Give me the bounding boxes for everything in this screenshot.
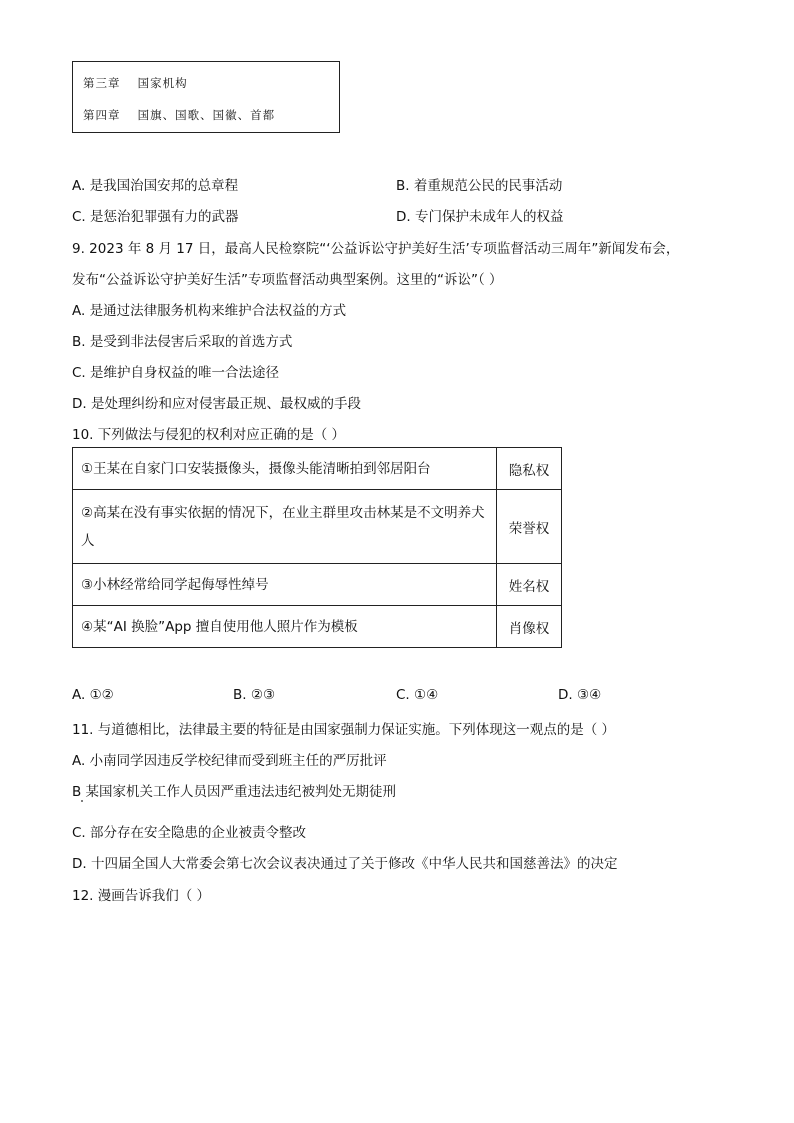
table-cell-case: ①王某在自家门口安装摄像头，摄像头能清晰拍到邻居阳台 — [73, 448, 497, 490]
q10-option-b[interactable]: B. ②③ — [233, 687, 276, 703]
q8-option-a[interactable]: A. 是我国治国安邦的总章程 — [72, 178, 239, 194]
table-cell-case: ②高某在没有事实依据的情况下，在业主群里攻击林某是不文明养犬人 — [73, 490, 497, 564]
table-cell-right: 肖像权 — [497, 606, 562, 648]
table-cell-right: 荣誉权 — [497, 490, 562, 564]
table-cell-case: ④某“AI 换脸”App 擅自使用他人照片作为模板 — [73, 606, 497, 648]
q9-stem-line1: 9. 2023 年 8 月 17 日，最高人民检察院“‘公益诉讼守护美好生活’专项监督活动三周年”新闻发布会， — [72, 241, 680, 257]
q10-option-a[interactable]: A. ①② — [72, 687, 114, 703]
chapter-row-4: 第四章 国旗、国歌、国徽、首都 — [83, 108, 276, 122]
q11-option-c[interactable]: C. 部分存在安全隐患的企业被责令整改 — [72, 825, 307, 841]
table-cell-right: 姓名权 — [497, 564, 562, 606]
q10-option-c[interactable]: C. ①④ — [396, 687, 439, 703]
q8-option-b[interactable]: B. 着重规范公民的民事活动 — [396, 178, 563, 194]
q9-option-a[interactable]: A. 是通过法律服务机构来维护合法权益的方式 — [72, 303, 347, 319]
chapter-row-3: 第三章 国家机构 — [83, 76, 188, 90]
q11-option-a[interactable]: A. 小南同学因违反学校纪律而受到班主任的严厉批评 — [72, 753, 387, 769]
q9-option-b[interactable]: B. 是受到非法侵害后采取的首选方式 — [72, 334, 293, 350]
chapter-box — [72, 61, 340, 133]
q9-option-c[interactable]: C. 是维护自身权益的唯一合法途径 — [72, 365, 280, 381]
table-cell-right: 隐私权 — [497, 448, 562, 490]
q10-rights-table — [72, 447, 562, 648]
stray-dot — [81, 800, 83, 802]
q11-stem: 11. 与道德相比，法律最主要的特征是由国家强制力保证实施。下列体现这一观点的是（ ） — [72, 722, 616, 738]
table-row — [73, 606, 562, 648]
q11-option-b[interactable]: B 某国家机关工作人员因严重违法违纪被判处无期徒刑 — [72, 784, 397, 800]
q9-option-d[interactable]: D. 是处理纠纷和应对侵害最正规、最权威的手段 — [72, 396, 361, 412]
q10-option-d[interactable]: D. ③④ — [558, 687, 602, 703]
table-row — [73, 490, 562, 564]
q12-stem: 12. 漫画告诉我们（ ） — [72, 888, 211, 904]
table-cell-case: ③小林经常给同学起侮辱性绰号 — [73, 564, 497, 606]
table-row — [73, 448, 562, 490]
q9-stem-line2: 发布“公益诉讼守护美好生活”专项监督活动典型案例。这里的“诉讼”（ ） — [72, 272, 503, 288]
table-row — [73, 564, 562, 606]
q11-option-d[interactable]: D. 十四届全国人大常委会第七次会议表决通过了关于修改《中华人民共和国慈善法》的决定 — [72, 856, 618, 872]
q10-stem: 10. 下列做法与侵犯的权利对应正确的是（ ） — [72, 427, 346, 443]
q8-option-d[interactable]: D. 专门保护未成年人的权益 — [396, 209, 564, 225]
q8-option-c[interactable]: C. 是惩治犯罪强有力的武器 — [72, 209, 239, 225]
